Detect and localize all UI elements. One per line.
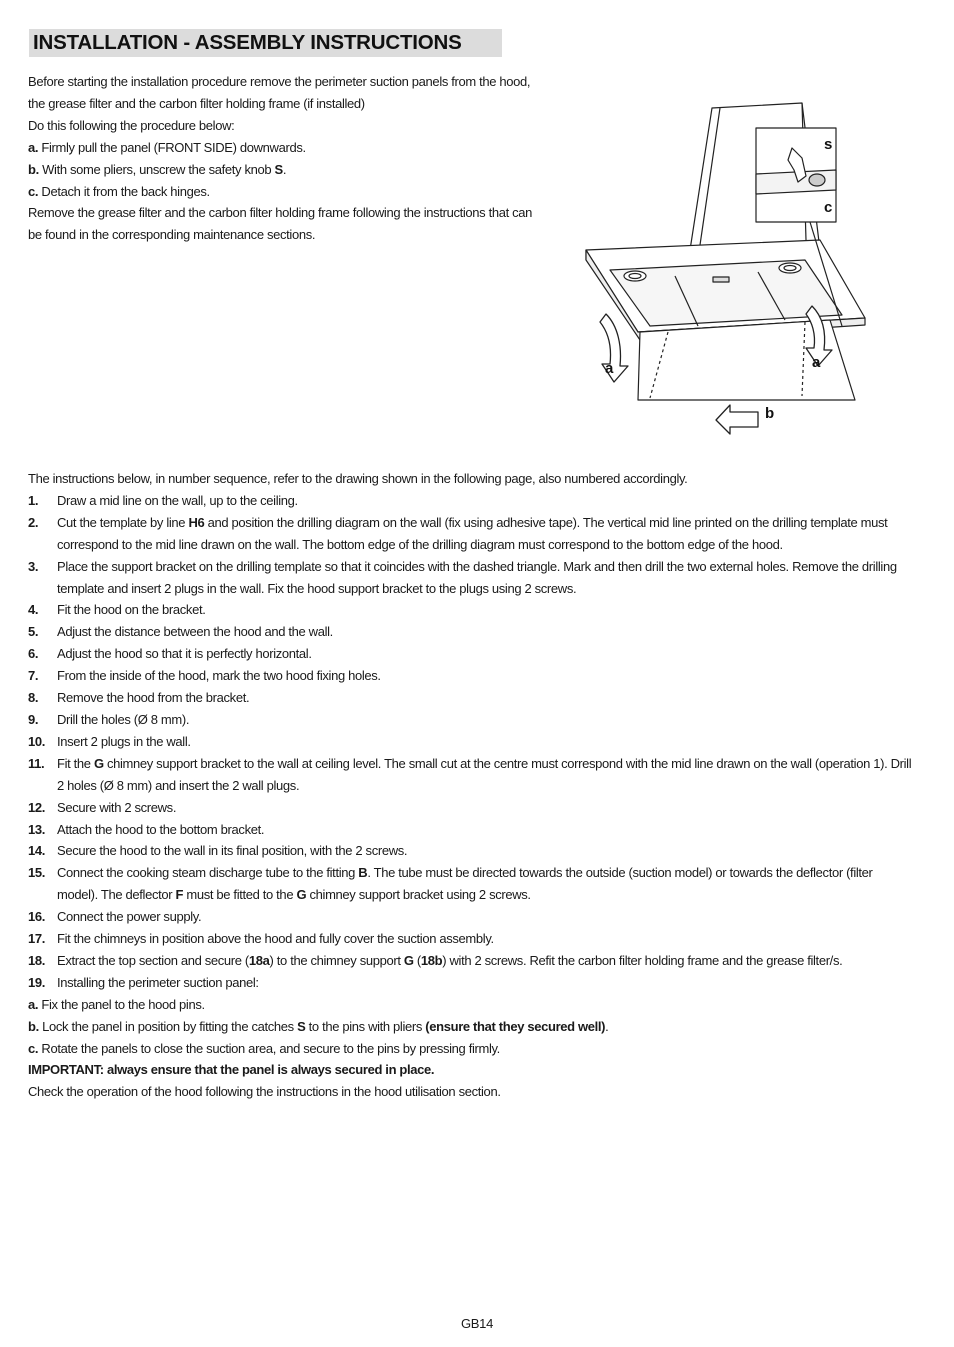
step-item [28,643,916,665]
sub-a-text: Fix the panel to the hood pins. [38,996,205,1012]
step-text [57,621,916,643]
step-bold-ref: G [403,952,414,968]
step-number: 9. [28,711,39,727]
step-bold-ref: 18a [248,952,270,968]
step-text-part: Draw a mid line on the wall, up to the ceiling. [57,492,298,508]
sub-c-label: c. [28,1040,39,1056]
step-bold-ref: H6 [188,514,205,530]
step-text-part: Secure with 2 screws. [57,799,177,815]
step-item [28,599,916,621]
step-text-part: Insert 2 plugs in the wall. [57,733,191,749]
step-b-bold: S [274,161,283,177]
step-number: 7. [28,668,39,684]
intro-text [28,71,573,246]
step-item [28,972,916,994]
step-text-part: chimney support bracket to the wall at ceiling level. The small cut at the centre must correspond with the mid line drawn on the wall (operation 1). Drill 2 holes (Ø 8 mm) and insert the 2 wall plugs. [57,755,912,793]
sub-step-c [28,1038,916,1060]
step-text [57,556,916,600]
step-text [57,490,916,512]
step-text-part: and position the drilling diagram on the wall (fix using adhesive tape). The vertical mid line printed on the drilling template must correspond to the mid line drawn on the wall. The bottom edge of the drilling diagram must correspond to the bottom edge of the hood. [57,514,888,552]
step-bold-ref: B [358,865,368,881]
intro-remove-2: be found in the corresponding maintenance sections. [28,227,316,243]
step-number: 8. [28,690,39,706]
step-item [28,862,916,906]
section-title-box [29,29,502,57]
step-item [28,906,916,928]
sub-step-b [28,1016,916,1038]
page-title: INSTALLATION - ASSEMBLY INSTRUCTIONS [33,31,462,54]
step-text-part: chimney support bracket using 2 screws. [306,887,531,903]
step-number: 5. [28,624,39,640]
step-text-part: ) to the chimney support [269,952,404,968]
sub-a-label: a. [28,996,39,1012]
step-text [57,753,916,797]
detail-knob [809,174,825,186]
step-text-part: must be fitted to the [183,887,297,903]
main-lead: The instructions below, in number sequence, refer to the drawing shown in the following page, also numbered accordingly. [28,471,688,486]
step-text [57,687,916,709]
step-text-part: Fit the [57,755,94,771]
control-slot [713,277,729,282]
hood-panel-illustration [580,100,870,435]
step-text-part: Extract the top section and secure ( [57,952,249,968]
step-text-part: Connect the power supply. [57,909,202,925]
hood-drawing [580,100,870,435]
label-s: s [824,136,833,153]
step-b-text: With some pliers, unscrew the safety knob [38,161,275,177]
step-number: 14. [28,843,46,859]
step-item [28,731,916,753]
step-text-part: Fit the hood on the bracket. [57,602,206,618]
step-item [28,819,916,841]
step-c-text: Detach it from the back hinges. [38,183,210,199]
step-text-part: . The tube must be directed towards the outside (suction model) or towards the deflector (filter model). The deflector [57,865,873,903]
label-b: b [765,405,775,422]
step-text [57,797,916,819]
step-b-label: b. [28,161,39,177]
step-text-part: Secure the hood to the wall in its final position, with the 2 screws. [57,843,408,859]
step-number: 19. [28,974,46,990]
sub-b-pre: Lock the panel in position by fitting the catches [38,1018,298,1034]
step-item [28,753,916,797]
step-number: 17. [28,931,46,947]
step-text-part: ) with 2 screws. Refit the carbon filter holding frame and the grease filter/s. [442,952,843,968]
lamp-left [624,271,646,281]
step-text-part: Cut the template by line [57,514,189,530]
sub-c-text: Rotate the panels to close the suction area, and secure to the pins by pressing firmly. [38,1040,500,1056]
step-item [28,840,916,862]
step-number: 2. [28,514,39,530]
step-text-part: Remove the hood from the bracket. [57,690,250,706]
step-number: 18. [28,952,46,968]
step-text-part: Adjust the distance between the hood and the wall. [57,624,333,640]
sub-step-a [28,994,916,1016]
intro-remove-1: Remove the grease filter and the carbon filter holding frame following the instructions that can [28,205,533,221]
label-a-right: a [812,354,821,371]
label-c: c [824,199,833,216]
step-number: 13. [28,821,46,837]
intro-line-2: the grease filter and the carbon filter holding frame (if installed) [28,95,365,111]
step-text [57,819,916,841]
step-item [28,687,916,709]
step-text-part: Connect the cooking steam discharge tube to the fitting [57,865,359,881]
step-text-part: Place the support bracket on the drilling template so that it coincides with the dashed triangle. Mark and then drill the two external holes. Remove the drilling template and insert 2 plugs in the wall. Fix the hood support bracket to the plugs using 2 screws. [57,558,897,596]
check-note: Check the operation of the hood following the instructions in the hood utilisation section. [28,1084,501,1100]
step-bold-ref: G [93,755,104,771]
step-text-part: From the inside of the hood, mark the two hood fixing holes. [57,668,381,684]
intro-step-c [28,181,573,203]
main-instructions [28,468,916,1103]
step-number: 16. [28,909,46,925]
step-bold-ref: 18b [420,952,443,968]
step-number: 6. [28,646,39,662]
step-number: 4. [28,602,39,618]
steps-list [28,490,916,994]
step-text [57,840,916,862]
intro-line-1: Before starting the installation procedure remove the perimeter suction panels from the hood, [28,74,531,89]
intro-line-3: Do this following the procedure below: [28,117,235,133]
step-text [57,950,916,972]
step-text-part: Attach the hood to the bottom bracket. [57,821,265,837]
sub-b-label: b. [28,1018,39,1034]
step-number: 1. [28,492,39,508]
step-item [28,709,916,731]
step-a-label: a. [28,139,39,155]
step-item [28,621,916,643]
step-text [57,731,916,753]
step-item [28,928,916,950]
step-item [28,665,916,687]
label-a-left: a [605,360,614,377]
intro-step-b [28,159,573,181]
step-number: 3. [28,558,39,574]
sub-b-mid: to the pins with pliers [305,1018,426,1034]
step-text-part: Drill the holes (Ø 8 mm). [57,711,190,727]
step-text [57,643,916,665]
intro-step-a [28,137,573,159]
step-text [57,972,916,994]
step-c-label: c. [28,183,39,199]
step-b-end: . [282,161,287,177]
step-text-part: ( [413,952,421,968]
step-text [57,512,916,556]
lamp-right [779,263,801,273]
step-number: 15. [28,865,46,881]
page-number: GB14 [460,1316,494,1331]
sub-b-post: . [605,1018,609,1034]
step-text-part: Installing the perimeter suction panel: [57,974,259,990]
step-text-part: Adjust the hood so that it is perfectly horizontal. [57,646,312,662]
step-item [28,556,916,600]
step-text [57,599,916,621]
step-bold-ref: F [175,887,184,903]
step-item [28,490,916,512]
sub-b-bold: S [297,1018,306,1034]
step-text [57,928,916,950]
step-bold-ref: G [296,887,307,903]
step-text [57,906,916,928]
step-text [57,709,916,731]
step-item [28,512,916,556]
step-a-text: Firmly pull the panel (FRONT SIDE) downwards. [38,139,306,155]
step-number: 11. [28,755,45,771]
step-text-part: Fit the chimneys in position above the hood and fully cover the suction assembly. [57,931,494,947]
step-text [57,665,916,687]
step-item [28,950,916,972]
sub-b-bold2: (ensure that they secured well) [425,1018,606,1034]
step-text [57,862,916,906]
arrow-b [716,405,758,434]
step-item [28,797,916,819]
step-number: 10. [28,733,46,749]
important-note: IMPORTANT: always ensure that the panel is always secured in place. [28,1062,435,1078]
step-number: 12. [28,799,46,815]
